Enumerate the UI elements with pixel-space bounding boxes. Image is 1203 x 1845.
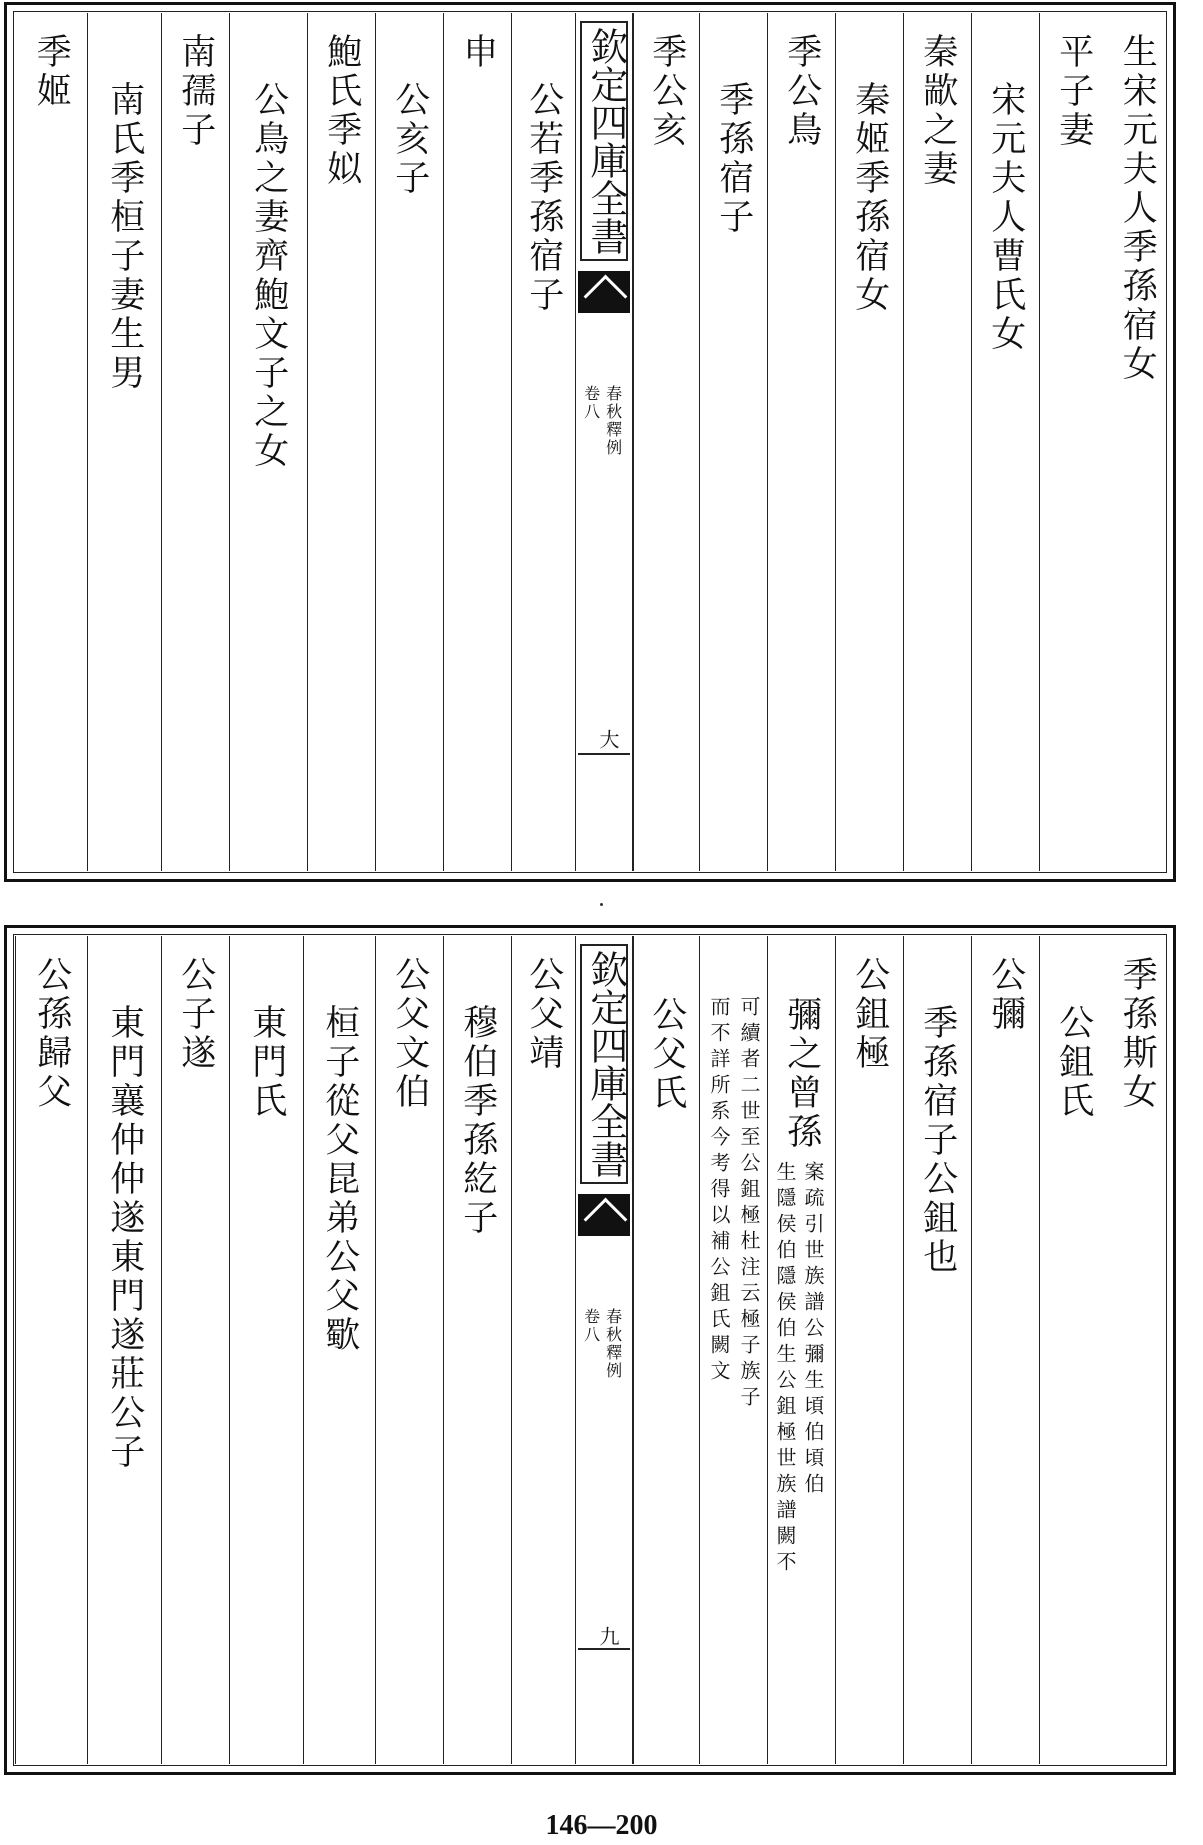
entry-text: 季孫宿子公鉏也 [917,1004,958,1277]
entry-text: 南孺子 [175,33,216,150]
top-col-5 [835,13,903,871]
entry-text: 秦歂之妻 [917,33,958,189]
bottom-col-14 [161,936,229,1764]
entry-text: 公亥子 [389,81,430,198]
top-col-16 [15,13,87,871]
entry-text: 公鉏氏 [1053,1004,1094,1121]
top-col-13 [229,13,307,871]
entry-text: 公父文伯 [389,956,430,1112]
annotation-text: 生隱侯伯隱侯伯生公鉏極世族譜闕不 [773,1161,797,1577]
entry-text: 公父氏 [646,996,687,1113]
top-col-4 [903,13,971,871]
page-number: 大 [596,729,620,749]
fish-tail-mark [578,1194,630,1236]
entry-text: 季孫斯女 [1117,956,1158,1112]
bottom-col-1 [1107,936,1167,1764]
bottom-col-2 [1039,936,1107,1764]
center-margin [575,936,633,1764]
entry-text: 申 [457,33,498,72]
top-col-11 [375,13,443,871]
bottom-col-8 [633,936,699,1764]
entry-text: 公孫歸父 [31,956,72,1112]
entry-text: 彌之曾孫 [781,996,822,1152]
top-col-1 [1107,13,1167,871]
bottom-col-11 [375,936,443,1764]
entry-text: 南氏季桓子妻生男 [104,81,145,393]
page-number: 九 [596,1626,620,1646]
entry-text: 桓子從父昆弟公父歜 [319,1004,360,1355]
entry-text: 生宋元夫人季孫宿女 [1117,33,1158,384]
bottom-col-9 [511,936,575,1764]
volume-label: 卷八 [581,1308,601,1344]
bottom-col-12 [303,936,375,1764]
bottom-col-16 [15,936,87,1764]
center-rule [578,1648,630,1650]
book-title: 春秋釋例 [603,385,623,457]
entry-text: 宋元夫人曹氏女 [985,81,1026,354]
top-col-7 [699,13,767,871]
entry-text: 秦姬季孫宿女 [849,81,890,315]
bottom-col-7 [699,936,767,1764]
fish-tail-mark [578,271,630,313]
bottom-col-15 [87,936,161,1764]
bottom-col-10 [443,936,511,1764]
top-page [4,2,1176,882]
bottom-col-3 [971,936,1039,1764]
entry-text: 公子遂 [175,956,216,1073]
entry-text: 季姬 [31,33,72,111]
entry-text: 季孫宿子 [713,81,754,237]
entry-text: 公父靖 [523,956,564,1073]
book-title: 春秋釋例 [603,1308,623,1380]
annotation-text: 可續者二世至公鉏極杜注云極子族子 [737,996,761,1412]
entry-text: 鮑氏季姒 [321,33,362,189]
bottom-col-4 [903,936,971,1764]
bottom-col-6 [767,936,835,1764]
entry-text: 季公亥 [646,33,687,150]
center-margin [575,13,633,871]
top-col-12 [307,13,375,871]
top-col-14 [161,13,229,871]
top-col-8 [633,13,699,871]
entry-text: 穆伯季孫紇子 [457,1004,498,1238]
library-title: 欽定四庫全書 [580,21,628,261]
entry-text: 公若季孫宿子 [523,81,564,315]
annotation-text: 案疏引世族譜公彌生頃伯頃伯 [801,1161,825,1499]
entry-text: 平子妻 [1053,33,1094,150]
annotation-text: 而不詳所系今考得以補公鉏氏闕文 [707,996,731,1386]
volume-label: 卷八 [581,385,601,421]
bottom-col-5 [835,936,903,1764]
specks [600,903,603,906]
top-col-10 [443,13,511,871]
entry-text: 公鳥之妻齊鮑文子之女 [248,81,289,471]
bottom-page [4,925,1176,1775]
top-col-6 [767,13,835,871]
top-col-9 [511,13,575,871]
entry-text: 公鉏極 [849,956,890,1073]
center-rule [578,753,630,755]
entry-text: 公彌 [985,956,1026,1034]
bottom-col-13 [229,936,303,1764]
entry-text: 季公鳥 [781,33,822,150]
top-col-2 [1039,13,1107,871]
top-col-15 [87,13,161,871]
top-col-3 [971,13,1039,871]
entry-text: 東門襄仲仲遂東門遂莊公子 [104,1004,145,1472]
page-footer-number: 146—200 [545,1810,658,1841]
entry-text: 東門氏 [246,1004,287,1121]
library-title: 欽定四庫全書 [580,944,628,1184]
